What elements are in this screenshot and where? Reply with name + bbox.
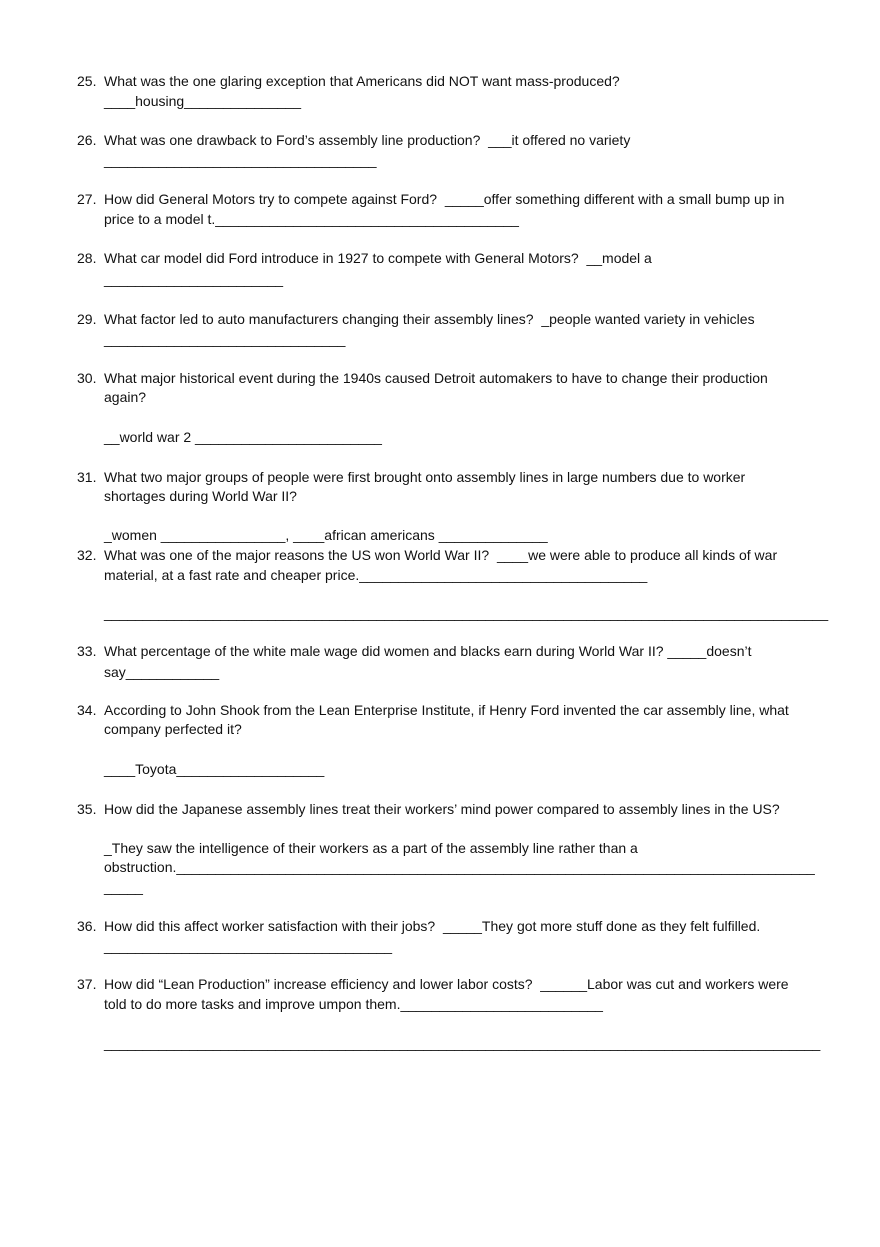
answer-34: ____Toyota___________________ <box>104 761 325 777</box>
answer-28-blank: _______________________ <box>104 271 284 287</box>
question-number-37: 37. <box>77 976 97 992</box>
question-number-29: 29. <box>77 311 97 327</box>
question-number-27: 27. <box>77 191 97 207</box>
question-number-25: 25. <box>77 73 97 89</box>
question-number-36: 36. <box>77 918 97 934</box>
question-31-text: What two major groups of people were first brought onto assembly lines in large numbers due to worker <box>104 469 746 485</box>
question-25-text: What was the one glaring exception that Americans did NOT want mass-produced? <box>104 73 620 89</box>
question-35-text: How did the Japanese assembly lines treat their workers’ mind power compared to assembly lines in the US? <box>104 801 780 817</box>
question-number-31: 31. <box>77 469 97 485</box>
answer-31: _women ________________, ____african americans ______________ <box>104 527 548 543</box>
question-30-text-cont: again? <box>104 389 147 405</box>
answer-32: material, at a fast rate and cheaper price._____________________________________ <box>104 567 648 583</box>
answer-35-cont: obstruction.__________________________________________________________________________________ <box>104 859 815 875</box>
question-26-text: What was one drawback to Ford’s assembly line production? ___it offered no variety <box>104 132 631 148</box>
answer-32-blank: _____________________________________________________________________________________________ <box>104 605 829 621</box>
question-33-text: What percentage of the white male wage did women and blacks earn during World War II? _____doesn’t <box>104 643 752 659</box>
answer-37-blank: ____________________________________________________________________________________________ <box>104 1035 821 1051</box>
answer-33: say____________ <box>104 664 220 680</box>
answer-37: told to do more tasks and improve umpon them.__________________________ <box>104 996 603 1012</box>
question-number-28: 28. <box>77 250 97 266</box>
answer-26-blank: ___________________________________ <box>104 152 377 168</box>
question-number-33: 33. <box>77 643 97 659</box>
question-number-30: 30. <box>77 370 97 386</box>
question-30-text: What major historical event during the 1940s caused Detroit automakers to have to change their production <box>104 370 768 386</box>
question-number-34: 34. <box>77 702 97 718</box>
answer-36-blank: _____________________________________ <box>104 938 393 954</box>
question-28-text: What car model did Ford introduce in 1927 to compete with General Motors? __model a <box>104 250 652 266</box>
answer-30: __world war 2 ________________________ <box>104 429 382 445</box>
answer-35: _They saw the intelligence of their workers as a part of the assembly line rather than a <box>104 840 638 856</box>
question-37-text: How did “Lean Production” increase efficiency and lower labor costs? ______Labor was cut and workers were <box>104 976 789 992</box>
question-32-text: What was one of the major reasons the US won World War II? ____we were able to produce all kinds of war <box>104 547 778 563</box>
question-34-text: According to John Shook from the Lean Enterprise Institute, if Henry Ford invented the car assembly line, what <box>104 702 789 718</box>
question-number-35: 35. <box>77 801 97 817</box>
answer-29-blank: _______________________________ <box>104 331 346 347</box>
answer-35-blank: _____ <box>104 879 143 895</box>
question-36-text: How did this affect worker satisfaction with their jobs? _____They got more stuff done as they felt fulfilled. <box>104 918 761 934</box>
question-number-32: 32. <box>77 547 97 563</box>
question-31-text-cont: shortages during World War II? <box>104 488 297 504</box>
question-29-text: What factor led to auto manufacturers changing their assembly lines? _people wanted variety in vehicles <box>104 311 755 327</box>
question-number-26: 26. <box>77 132 97 148</box>
answer-25: ____housing_______________ <box>104 93 301 109</box>
question-34-text-cont: company perfected it? <box>104 721 242 737</box>
question-27-text: How did General Motors try to compete against Ford? _____offer something different with a small bump up in <box>104 191 785 207</box>
answer-27: price to a model t._______________________________________ <box>104 211 519 227</box>
